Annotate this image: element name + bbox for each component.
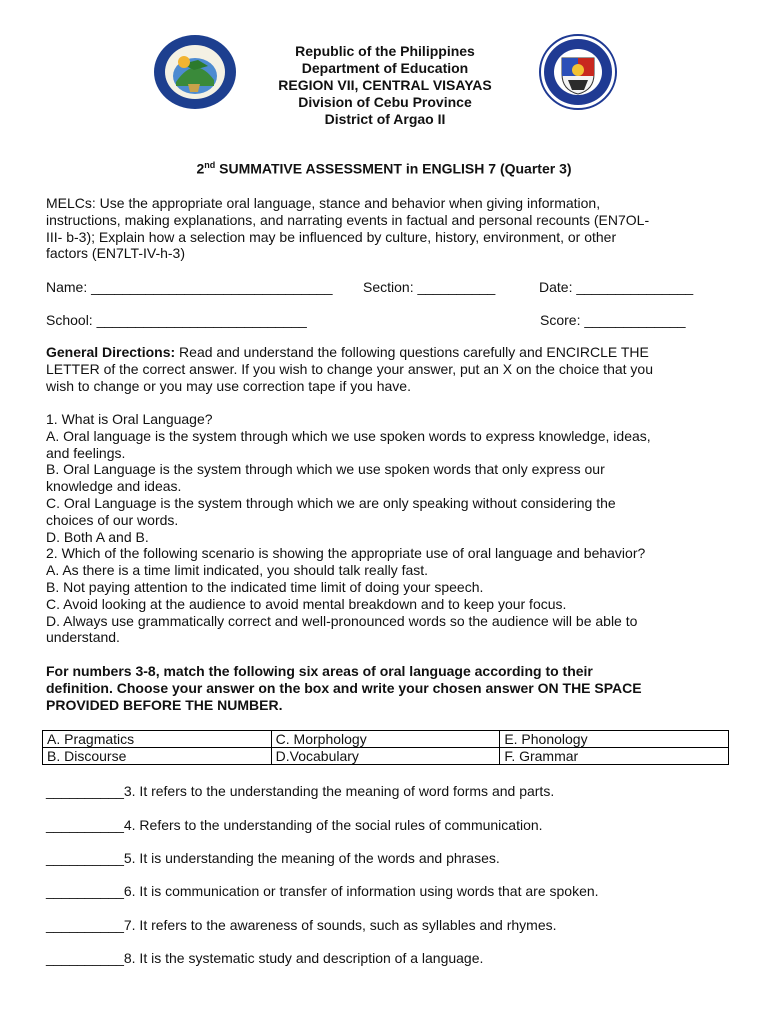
question-line: 2. Which of the following scenario is showing the appropriate use of oral language and behavior?	[46, 545, 646, 562]
choice-line[interactable]: C. Avoid looking at the audience to avoid mental breakdown and to keep your focus.	[46, 595, 567, 612]
directions-text: LETTER of the correct answer. If you wish to change your answer, put an X on the choice that you	[46, 360, 653, 377]
choice-line: understand.	[46, 629, 120, 646]
choice-cell: B. Discourse	[43, 748, 272, 765]
score-field[interactable]: Score: _____________	[540, 312, 686, 328]
name-field[interactable]: Name: _______________________________	[46, 279, 333, 295]
choice-cell: C. Morphology	[271, 731, 500, 748]
instruction-line: definition. Choose your answer on the box and write your chosen answer ON THE SPACE	[46, 679, 642, 696]
choice-line[interactable]: B. Oral Language is the system through which we use spoken words that only express our	[46, 461, 605, 478]
choice-cell: A. Pragmatics	[43, 731, 272, 748]
choice-line[interactable]: A. As there is a time limit indicated, you should talk really fast.	[46, 562, 429, 579]
title-text: SUMMATIVE ASSESSMENT in ENGLISH 7 (Quarter 3)	[215, 160, 572, 177]
matching-instructions	[46, 663, 736, 713]
melcs-line: MELCs: Use the appropriate oral language, stance and behavior when giving information,	[46, 195, 601, 211]
choice-cell: E. Phonology	[500, 731, 729, 748]
header-republic: Republic of the Philippines	[295, 43, 475, 59]
match-item[interactable]: __________5. It is understanding the meaning of the words and phrases.	[46, 850, 500, 866]
melcs-line: III- b-3); Explain how a selection may be influenced by culture, history, environment, or other	[46, 228, 617, 245]
instruction-line: PROVIDED BEFORE THE NUMBER.	[46, 696, 283, 713]
header-region: REGION VII, CENTRAL VISAYAS	[278, 77, 492, 93]
choice-line: knowledge and ideas.	[46, 478, 182, 495]
directions-text: wish to change or you may use correction tape if you have.	[46, 377, 411, 394]
header-division: Division of Cebu Province	[298, 94, 472, 110]
match-item[interactable]: __________7. It refers to the awareness of sounds, such as syllables and rhymes.	[46, 917, 557, 933]
title-ordinal: 2	[196, 160, 205, 177]
question-line: 1. What is Oral Language?	[46, 411, 213, 427]
choice-cell: D.Vocabulary	[271, 748, 500, 765]
match-item[interactable]: __________4. Refers to the understanding of the social rules of communication.	[46, 817, 543, 833]
general-directions	[46, 344, 736, 394]
choice-cell: F. Grammar	[500, 748, 729, 765]
instruction-line: For numbers 3-8, match the following six areas of oral language according to their	[46, 663, 593, 679]
choice-line: choices of our words.	[46, 511, 179, 528]
document-header	[200, 43, 570, 128]
directions-label: General Directions:	[46, 344, 176, 360]
school-field[interactable]: School: ___________________________	[46, 312, 307, 328]
match-item[interactable]: __________6. It is communication or transfer of information using words that are spoken.	[46, 883, 599, 899]
melcs-paragraph	[46, 195, 736, 262]
date-field[interactable]: Date: _______________	[539, 279, 694, 295]
multiple-choice-section	[46, 411, 736, 646]
choice-line[interactable]: B. Not paying attention to the indicated time limit of doing your speech.	[46, 578, 484, 595]
choices-row	[43, 748, 729, 765]
choice-line: and feelings.	[46, 444, 126, 461]
assessment-title	[0, 160, 768, 177]
title-ordinal-suffix: nd	[204, 160, 216, 170]
choice-line[interactable]: D. Always use grammatically correct and well-pronounced words so the audience will be able to	[46, 612, 638, 629]
choices-row	[43, 731, 729, 748]
match-item[interactable]: __________8. It is the systematic study and description of a language.	[46, 950, 484, 966]
melcs-line: instructions, making explanations, and narrating events in factual and personal recounts (EN7OL-	[46, 211, 650, 228]
header-deped: Department of Education	[301, 60, 469, 76]
section-field[interactable]: Section: __________	[363, 279, 496, 295]
choices-box	[42, 730, 729, 765]
choice-line[interactable]: C. Oral Language is the system through which we are only speaking without considering the	[46, 494, 616, 511]
melcs-line: factors (EN7LT-IV-h-3)	[46, 245, 186, 262]
header-district: District of Argao II	[324, 111, 446, 127]
choice-line[interactable]: A. Oral language is the system through which we use spoken words to express knowledge, ideas,	[46, 427, 651, 444]
choice-line[interactable]: D. Both A and B.	[46, 528, 149, 545]
directions-text: Read and understand the following questions carefully and ENCIRCLE THE	[175, 344, 649, 360]
match-item[interactable]: __________3. It refers to the understanding the meaning of word forms and parts.	[46, 783, 555, 799]
